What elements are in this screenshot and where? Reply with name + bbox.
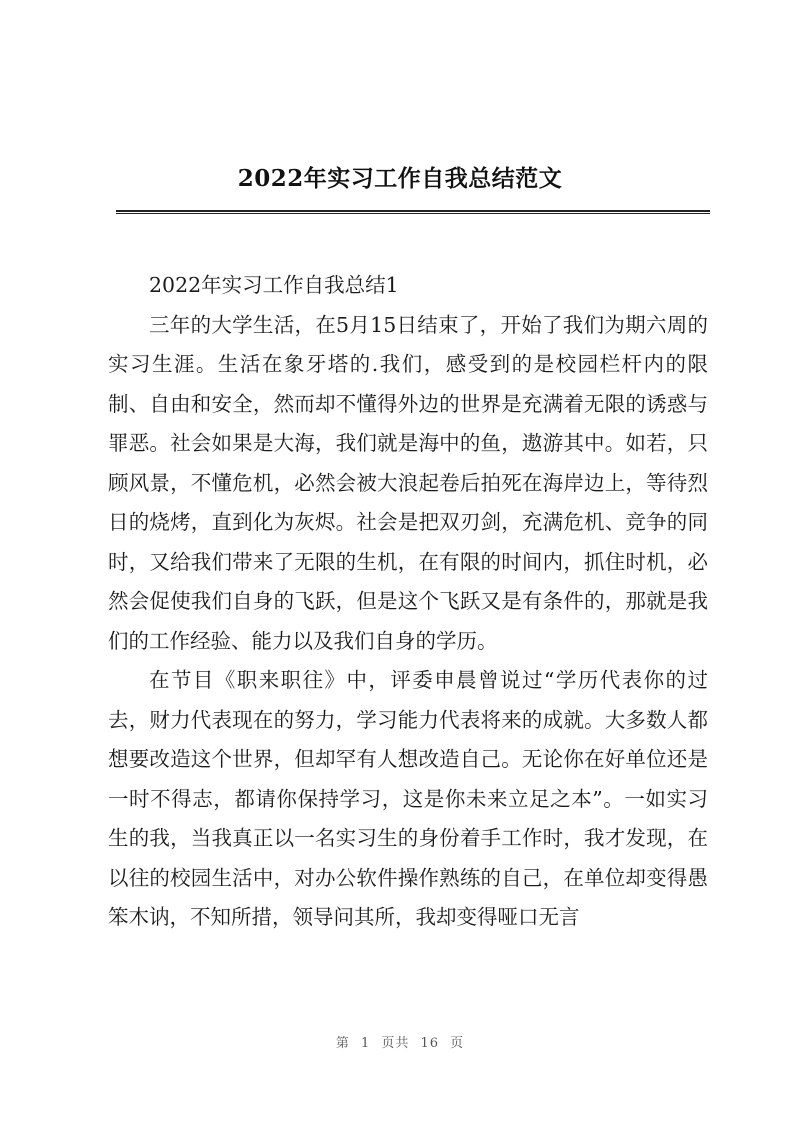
document-body — [108, 266, 708, 938]
page-number: 第 1 页共 16 页 — [335, 1036, 465, 1051]
section-heading: 2022年实习工作自我总结1 — [149, 273, 399, 297]
title-divider — [116, 210, 710, 214]
document-title: 2022年实习工作自我总结范文 — [237, 165, 563, 192]
paragraph-1: 三年的大学生活，在5月15日结束了，开始了我们为期六周的实习生涯。生活在象牙塔的.我们，感受到的是校园栏杆内的限制、自由和安全，然而却不懂得外边的世界是充满着无限的诱惑与罪恶。社会如果是大海，我们就是海中的鱼，遨游其中。如若，只顾风景，不懂危机，必然会被大浪起卷后拍死在海岸边上，等待烈日的烧烤，直到化为灰烬。社会是把双刃剑，充满危机、竞争的同时，又给我们带来了无限的生机，在有限的时间内，抓住时机，必然会促使我们自身的飞跃，但是这个飞跃又是有条件的，那就是我们的工作经验、能力以及我们自身的学历。 — [108, 312, 708, 653]
paragraph-2: 在节目《职来职往》中，评委申晨曾说过“学历代表你的过去，财力代表现在的努力，学习能力代表将来的成就。大多数人都想要改造这个世界，但却罕有人想改造自己。无论你在好单位还是一时不得志，都请你保持学习，这是你未来立足之本”。一如实习生的我，当我真正以一名实习生的身份着手工作时，我才发现，在以往的校园生活中，对办公软件操作熟练的自己，在单位却变得愚笨木讷，不知所措，领导问其所，我却变得哑口无言 — [108, 668, 708, 929]
